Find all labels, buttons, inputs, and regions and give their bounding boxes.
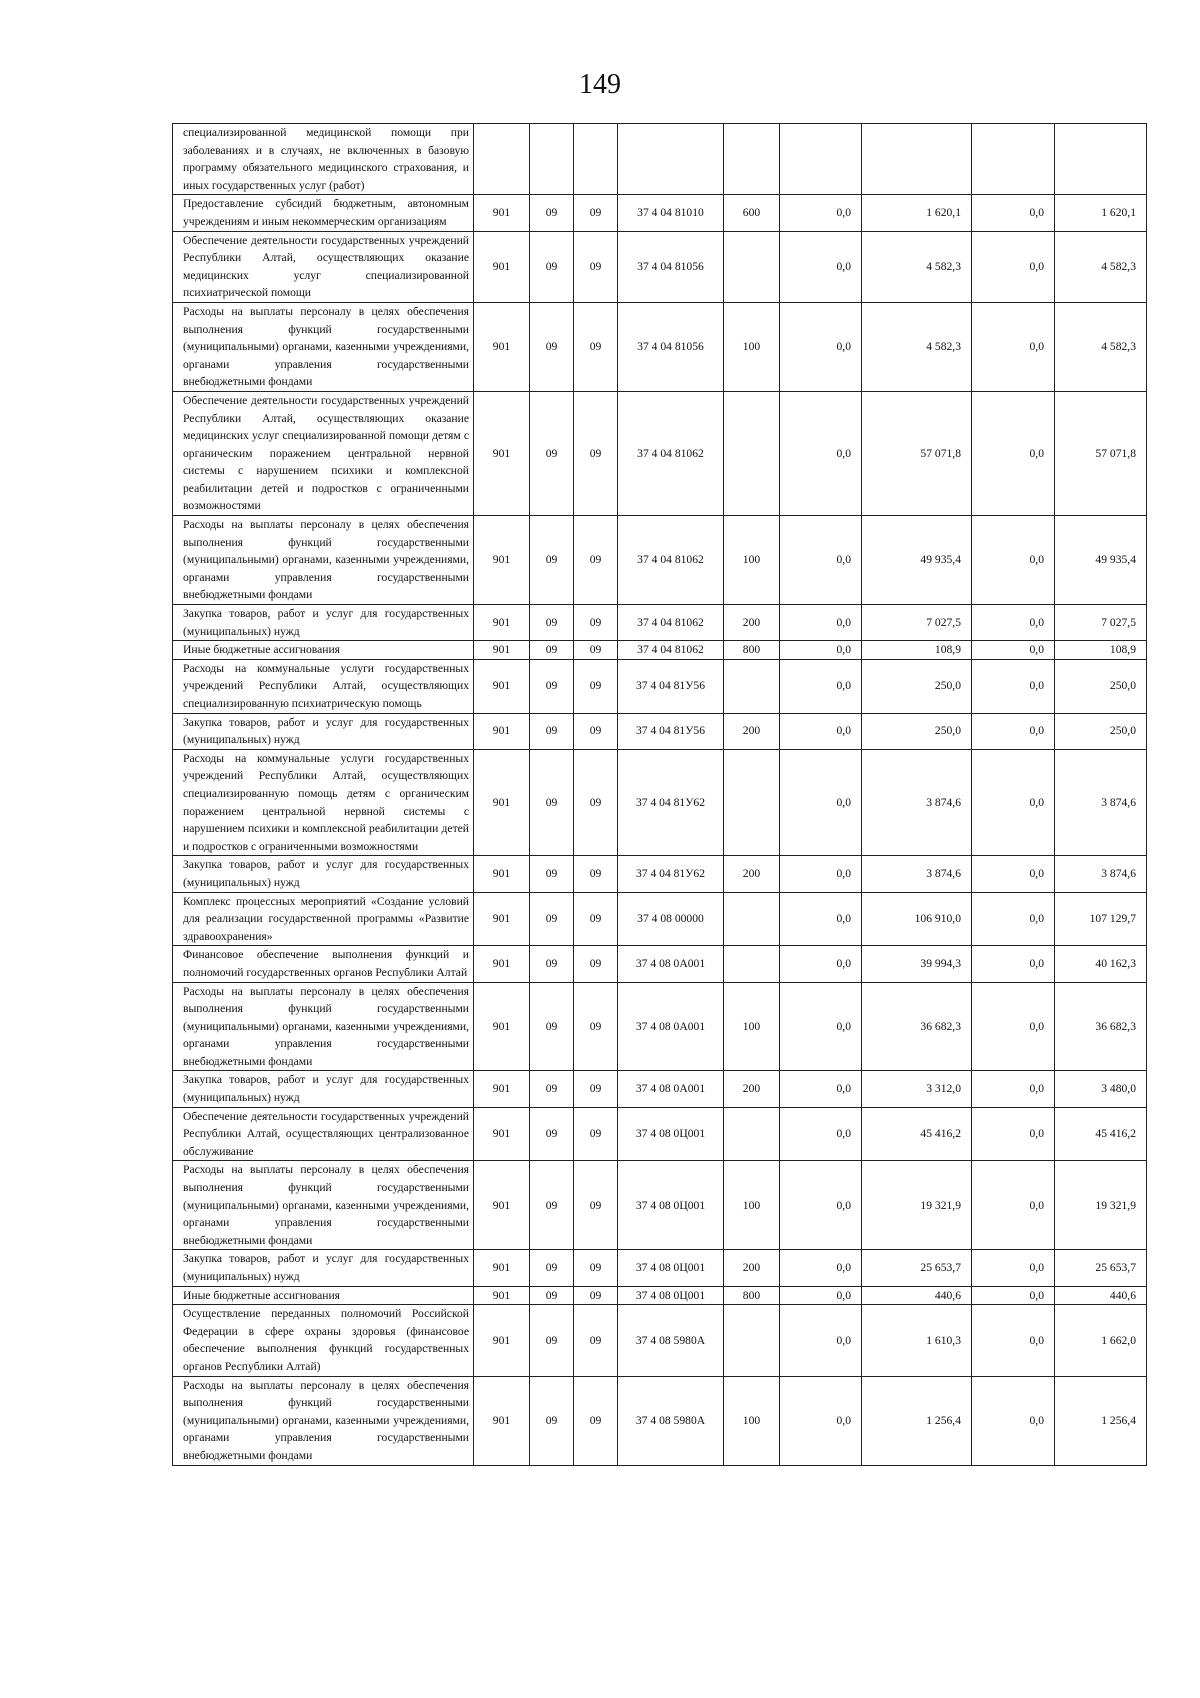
amount-col-3	[972, 124, 1055, 195]
subsection-code: 09	[574, 605, 618, 641]
section-code: 09	[530, 231, 574, 302]
line-item-name: Иные бюджетные ассигнования	[173, 641, 474, 660]
subsection-code: 09	[574, 713, 618, 749]
expense-type-code	[724, 1107, 780, 1161]
amount-col-2: 7 027,5	[862, 605, 972, 641]
subsection-code: 09	[574, 391, 618, 515]
section-code: 09	[530, 1376, 574, 1465]
section-code: 09	[530, 605, 574, 641]
admin-code: 901	[474, 1161, 530, 1250]
amount-col-4: 107 129,7	[1055, 892, 1147, 946]
table-row	[173, 1107, 1147, 1161]
target-article-code: 37 4 04 81056	[618, 302, 724, 391]
target-article-code: 37 4 04 81062	[618, 641, 724, 660]
table-row	[173, 1250, 1147, 1286]
amount-col-4: 250,0	[1055, 659, 1147, 713]
section-code: 09	[530, 659, 574, 713]
table-row	[173, 1376, 1147, 1465]
amount-col-2: 4 582,3	[862, 231, 972, 302]
line-item-name: Расходы на выплаты персоналу в целях обеспечения выполнения функций государственными (муниципальными) органами, казенными учреждениями, органами управления государственными внебюджетными фондами	[173, 1376, 474, 1465]
subsection-code: 09	[574, 749, 618, 856]
amount-col-4: 250,0	[1055, 713, 1147, 749]
section-code: 09	[530, 516, 574, 605]
line-item-name: Обеспечение деятельности государственных учреждений Республики Алтай, осуществляющих централизованное обслуживание	[173, 1107, 474, 1161]
amount-col-1: 0,0	[780, 659, 862, 713]
target-article-code: 37 4 04 81У62	[618, 749, 724, 856]
amount-col-4: 36 682,3	[1055, 982, 1147, 1071]
table-row	[173, 982, 1147, 1071]
amount-col-4: 40 162,3	[1055, 946, 1147, 982]
line-item-name: Финансовое обеспечение выполнения функций и полномочий государственных органов Республики Алтай	[173, 946, 474, 982]
line-item-name: Расходы на выплаты персоналу в целях обеспечения выполнения функций государственными (муниципальными) органами, казенными учреждениями, органами управления государственными внебюджетными фондами	[173, 1161, 474, 1250]
admin-code: 901	[474, 982, 530, 1071]
amount-col-2: 1 620,1	[862, 195, 972, 231]
subsection-code: 09	[574, 1305, 618, 1376]
table-row	[173, 195, 1147, 231]
subsection-code: 09	[574, 1107, 618, 1161]
amount-col-4: 3 874,6	[1055, 856, 1147, 892]
subsection-code: 09	[574, 1071, 618, 1107]
expense-type-code: 200	[724, 713, 780, 749]
line-item-name: Закупка товаров, работ и услуг для государственных (муниципальных) нужд	[173, 1250, 474, 1286]
expense-type-code: 800	[724, 641, 780, 660]
amount-col-1: 0,0	[780, 749, 862, 856]
line-item-name: Осуществление переданных полномочий Российской Федерации в сфере охраны здоровья (финансовое обеспечение выполнения функций государственных органов Республики Алтай)	[173, 1305, 474, 1376]
table-row	[173, 892, 1147, 946]
target-article-code: 37 4 08 5980А	[618, 1305, 724, 1376]
amount-col-2: 25 653,7	[862, 1250, 972, 1286]
amount-col-3: 0,0	[972, 946, 1055, 982]
expense-type-code	[724, 1305, 780, 1376]
expense-type-code	[724, 749, 780, 856]
amount-col-2: 49 935,4	[862, 516, 972, 605]
line-item-name: Обеспечение деятельности государственных учреждений Республики Алтай, осуществляющих оказание медицинских услуг специализированной помощи детям с органическим поражением центральной нервной системы с нарушением психики и комплексной реабилитации детей и подростков с ограниченными возможностями	[173, 391, 474, 515]
admin-code: 901	[474, 1376, 530, 1465]
amount-col-4: 3 480,0	[1055, 1071, 1147, 1107]
amount-col-3: 0,0	[972, 1286, 1055, 1305]
admin-code: 901	[474, 605, 530, 641]
admin-code: 901	[474, 641, 530, 660]
expense-type-code: 200	[724, 1250, 780, 1286]
admin-code: 901	[474, 195, 530, 231]
target-article-code: 37 4 04 81010	[618, 195, 724, 231]
line-item-name: Расходы на выплаты персоналу в целях обеспечения выполнения функций государственными (муниципальными) органами, казенными учреждениями, органами управления государственными внебюджетными фондами	[173, 982, 474, 1071]
amount-col-1: 0,0	[780, 946, 862, 982]
line-item-name: Закупка товаров, работ и услуг для государственных (муниципальных) нужд	[173, 713, 474, 749]
admin-code: 901	[474, 1107, 530, 1161]
amount-col-3: 0,0	[972, 1071, 1055, 1107]
page-number: 149	[579, 69, 621, 100]
target-article-code: 37 4 08 00000	[618, 892, 724, 946]
amount-col-1: 0,0	[780, 1071, 862, 1107]
expense-type-code	[724, 391, 780, 515]
expense-type-code: 800	[724, 1286, 780, 1305]
amount-col-4: 1 256,4	[1055, 1376, 1147, 1465]
admin-code: 901	[474, 391, 530, 515]
admin-code	[474, 124, 530, 195]
amount-col-4: 7 027,5	[1055, 605, 1147, 641]
section-code: 09	[530, 641, 574, 660]
amount-col-1: 0,0	[780, 195, 862, 231]
amount-col-1: 0,0	[780, 391, 862, 515]
amount-col-4: 440,6	[1055, 1286, 1147, 1305]
subsection-code: 09	[574, 231, 618, 302]
table-row	[173, 302, 1147, 391]
target-article-code: 37 4 08 0Ц001	[618, 1286, 724, 1305]
expense-type-code	[724, 946, 780, 982]
amount-col-3: 0,0	[972, 1161, 1055, 1250]
amount-col-2: 1 256,4	[862, 1376, 972, 1465]
amount-col-3: 0,0	[972, 856, 1055, 892]
expense-type-code	[724, 124, 780, 195]
line-item-name: Расходы на выплаты персоналу в целях обеспечения выполнения функций государственными (муниципальными) органами, казенными учреждениями, органами управления государственными внебюджетными фондами	[173, 516, 474, 605]
table-row	[173, 231, 1147, 302]
amount-col-2: 3 312,0	[862, 1071, 972, 1107]
expense-type-code	[724, 892, 780, 946]
amount-col-1: 0,0	[780, 892, 862, 946]
admin-code: 901	[474, 302, 530, 391]
section-code: 09	[530, 391, 574, 515]
amount-col-1: 0,0	[780, 1305, 862, 1376]
section-code: 09	[530, 302, 574, 391]
expense-type-code: 200	[724, 1071, 780, 1107]
target-article-code: 37 4 04 81062	[618, 605, 724, 641]
amount-col-3: 0,0	[972, 195, 1055, 231]
target-article-code: 37 4 08 0Ц001	[618, 1107, 724, 1161]
amount-col-2: 1 610,3	[862, 1305, 972, 1376]
amount-col-4: 3 874,6	[1055, 749, 1147, 856]
table-row	[173, 749, 1147, 856]
amount-col-3: 0,0	[972, 982, 1055, 1071]
table-row	[173, 1161, 1147, 1250]
amount-col-4: 1 662,0	[1055, 1305, 1147, 1376]
expense-type-code: 100	[724, 1161, 780, 1250]
section-code: 09	[530, 982, 574, 1071]
expense-type-code: 100	[724, 1376, 780, 1465]
amount-col-4: 4 582,3	[1055, 231, 1147, 302]
subsection-code: 09	[574, 1161, 618, 1250]
section-code: 09	[530, 1250, 574, 1286]
table-row	[173, 1305, 1147, 1376]
target-article-code: 37 4 04 81У56	[618, 659, 724, 713]
target-article-code: 37 4 08 5980А	[618, 1376, 724, 1465]
section-code: 09	[530, 1161, 574, 1250]
amount-col-3: 0,0	[972, 1107, 1055, 1161]
amount-col-3: 0,0	[972, 231, 1055, 302]
section-code: 09	[530, 1071, 574, 1107]
table-row	[173, 516, 1147, 605]
admin-code: 901	[474, 516, 530, 605]
table-row	[173, 1071, 1147, 1107]
expense-type-code: 200	[724, 856, 780, 892]
target-article-code: 37 4 04 81062	[618, 516, 724, 605]
section-code: 09	[530, 946, 574, 982]
target-article-code: 37 4 08 0А001	[618, 982, 724, 1071]
amount-col-1: 0,0	[780, 231, 862, 302]
subsection-code: 09	[574, 1376, 618, 1465]
expense-type-code: 200	[724, 605, 780, 641]
amount-col-4: 49 935,4	[1055, 516, 1147, 605]
line-item-name: Предоставление субсидий бюджетным, автономным учреждениям и иным некоммерческим организациям	[173, 195, 474, 231]
amount-col-3: 0,0	[972, 892, 1055, 946]
amount-col-2: 39 994,3	[862, 946, 972, 982]
expense-type-code	[724, 231, 780, 302]
amount-col-3: 0,0	[972, 659, 1055, 713]
admin-code: 901	[474, 1250, 530, 1286]
section-code: 09	[530, 1286, 574, 1305]
target-article-code	[618, 124, 724, 195]
admin-code: 901	[474, 856, 530, 892]
amount-col-3: 0,0	[972, 605, 1055, 641]
subsection-code: 09	[574, 195, 618, 231]
subsection-code: 09	[574, 641, 618, 660]
table-row	[173, 946, 1147, 982]
admin-code: 901	[474, 1305, 530, 1376]
subsection-code: 09	[574, 982, 618, 1071]
amount-col-3: 0,0	[972, 1250, 1055, 1286]
amount-col-2: 250,0	[862, 713, 972, 749]
section-code: 09	[530, 856, 574, 892]
target-article-code: 37 4 08 0А001	[618, 1071, 724, 1107]
amount-col-1: 0,0	[780, 856, 862, 892]
subsection-code: 09	[574, 892, 618, 946]
line-item-name: Закупка товаров, работ и услуг для государственных (муниципальных) нужд	[173, 856, 474, 892]
amount-col-1: 0,0	[780, 982, 862, 1071]
admin-code: 901	[474, 1286, 530, 1305]
amount-col-4: 19 321,9	[1055, 1161, 1147, 1250]
admin-code: 901	[474, 946, 530, 982]
amount-col-3: 0,0	[972, 1305, 1055, 1376]
target-article-code: 37 4 08 0Ц001	[618, 1161, 724, 1250]
amount-col-4: 4 582,3	[1055, 302, 1147, 391]
amount-col-3: 0,0	[972, 713, 1055, 749]
amount-col-1: 0,0	[780, 302, 862, 391]
amount-col-4: 108,9	[1055, 641, 1147, 660]
table-row	[173, 605, 1147, 641]
amount-col-3: 0,0	[972, 516, 1055, 605]
table-row	[173, 659, 1147, 713]
amount-col-1: 0,0	[780, 713, 862, 749]
admin-code: 901	[474, 231, 530, 302]
subsection-code: 09	[574, 516, 618, 605]
subsection-code: 09	[574, 1250, 618, 1286]
target-article-code: 37 4 08 0А001	[618, 946, 724, 982]
section-code: 09	[530, 749, 574, 856]
expense-type-code: 100	[724, 982, 780, 1071]
target-article-code: 37 4 04 81056	[618, 231, 724, 302]
amount-col-2: 36 682,3	[862, 982, 972, 1071]
amount-col-2: 45 416,2	[862, 1107, 972, 1161]
table-row	[173, 1286, 1147, 1305]
amount-col-2: 57 071,8	[862, 391, 972, 515]
table-row	[173, 124, 1147, 195]
amount-col-1: 0,0	[780, 1286, 862, 1305]
amount-col-2	[862, 124, 972, 195]
expense-type-code: 600	[724, 195, 780, 231]
admin-code: 901	[474, 892, 530, 946]
line-item-name: Иные бюджетные ассигнования	[173, 1286, 474, 1305]
line-item-name: специализированной медицинской помощи при заболеваниях и в случаях, не включенных в базовую программу обязательного медицинского страхования, и иных государственных услуг (работ)	[173, 124, 474, 195]
amount-col-1: 0,0	[780, 1161, 862, 1250]
line-item-name: Расходы на коммунальные услуги государственных учреждений Республики Алтай, осуществляющих специализированную помощь детям с органическим поражением центральной нервной системы с нарушением психики и комплексной реабилитации детей и подростков с ограниченными возможностями	[173, 749, 474, 856]
section-code: 09	[530, 195, 574, 231]
line-item-name: Закупка товаров, работ и услуг для государственных (муниципальных) нужд	[173, 1071, 474, 1107]
budget-table	[172, 123, 1147, 1466]
amount-col-3: 0,0	[972, 391, 1055, 515]
subsection-code: 09	[574, 302, 618, 391]
admin-code: 901	[474, 713, 530, 749]
table-row	[173, 856, 1147, 892]
amount-col-2: 440,6	[862, 1286, 972, 1305]
expense-type-code: 100	[724, 516, 780, 605]
amount-col-1: 0,0	[780, 605, 862, 641]
amount-col-1	[780, 124, 862, 195]
amount-col-3: 0,0	[972, 302, 1055, 391]
amount-col-2: 19 321,9	[862, 1161, 972, 1250]
amount-col-4	[1055, 124, 1147, 195]
amount-col-4: 45 416,2	[1055, 1107, 1147, 1161]
amount-col-4: 57 071,8	[1055, 391, 1147, 515]
expense-type-code	[724, 659, 780, 713]
expense-type-code: 100	[724, 302, 780, 391]
amount-col-4: 25 653,7	[1055, 1250, 1147, 1286]
table-row	[173, 391, 1147, 515]
amount-col-1: 0,0	[780, 1250, 862, 1286]
subsection-code: 09	[574, 659, 618, 713]
target-article-code: 37 4 08 0Ц001	[618, 1250, 724, 1286]
amount-col-2: 4 582,3	[862, 302, 972, 391]
table-body	[173, 124, 1147, 1466]
amount-col-1: 0,0	[780, 1107, 862, 1161]
amount-col-3: 0,0	[972, 641, 1055, 660]
section-code: 09	[530, 713, 574, 749]
section-code	[530, 124, 574, 195]
target-article-code: 37 4 04 81У62	[618, 856, 724, 892]
subsection-code: 09	[574, 946, 618, 982]
section-code: 09	[530, 1305, 574, 1376]
amount-col-2: 3 874,6	[862, 856, 972, 892]
section-code: 09	[530, 1107, 574, 1161]
admin-code: 901	[474, 749, 530, 856]
target-article-code: 37 4 04 81У56	[618, 713, 724, 749]
amount-col-1: 0,0	[780, 516, 862, 605]
admin-code: 901	[474, 1071, 530, 1107]
line-item-name: Расходы на коммунальные услуги государственных учреждений Республики Алтай, осуществляющих специализированную психиатрическую помощь	[173, 659, 474, 713]
amount-col-2: 106 910,0	[862, 892, 972, 946]
line-item-name: Комплекс процессных мероприятий «Создание условий для реализации государственной программы «Развитие здравоохранения»	[173, 892, 474, 946]
amount-col-1: 0,0	[780, 641, 862, 660]
subsection-code: 09	[574, 1286, 618, 1305]
table-row	[173, 641, 1147, 660]
line-item-name: Обеспечение деятельности государственных учреждений Республики Алтай, осуществляющих оказание медицинских услуг специализированной психиатрической помощи	[173, 231, 474, 302]
subsection-code: 09	[574, 856, 618, 892]
amount-col-2: 108,9	[862, 641, 972, 660]
line-item-name: Закупка товаров, работ и услуг для государственных (муниципальных) нужд	[173, 605, 474, 641]
table-row	[173, 713, 1147, 749]
amount-col-2: 3 874,6	[862, 749, 972, 856]
amount-col-4: 1 620,1	[1055, 195, 1147, 231]
admin-code: 901	[474, 659, 530, 713]
subsection-code	[574, 124, 618, 195]
target-article-code: 37 4 04 81062	[618, 391, 724, 515]
line-item-name: Расходы на выплаты персоналу в целях обеспечения выполнения функций государственными (муниципальными) органами, казенными учреждениями, органами управления государственными внебюджетными фондами	[173, 302, 474, 391]
amount-col-3: 0,0	[972, 749, 1055, 856]
amount-col-2: 250,0	[862, 659, 972, 713]
amount-col-1: 0,0	[780, 1376, 862, 1465]
amount-col-3: 0,0	[972, 1376, 1055, 1465]
section-code: 09	[530, 892, 574, 946]
